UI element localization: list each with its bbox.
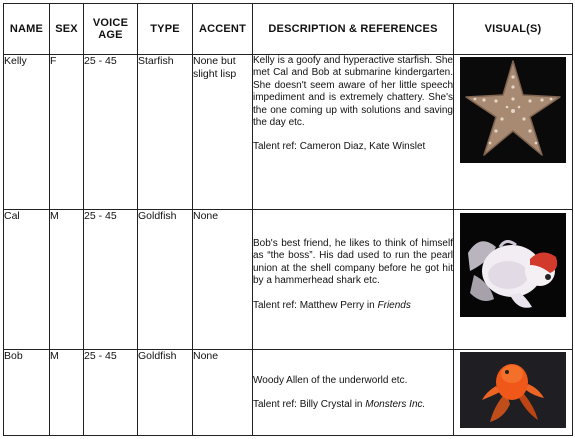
header-sex: SEX [50, 4, 84, 55]
cell-accent: None [193, 210, 253, 350]
header-type: TYPE [138, 4, 193, 55]
header-accent: ACCENT [193, 4, 253, 55]
cell-name: Cal [4, 210, 50, 350]
cell-type: Goldfish [138, 350, 193, 436]
cell-visual [454, 55, 573, 210]
cell-sex: F [50, 55, 84, 210]
header-row [4, 4, 573, 55]
cell-description [253, 55, 454, 210]
description-text: Woody Allen of the underworld etc. [253, 375, 408, 386]
cell-accent: None [193, 350, 253, 436]
talent-ref: Talent ref: Matthew Perry in Friends [253, 299, 411, 311]
cell-name: Bob [4, 350, 50, 436]
character-table [3, 3, 573, 436]
cell-type: Goldfish [138, 210, 193, 350]
cell-sex: M [50, 210, 84, 350]
goldfish-white-image [460, 213, 566, 317]
cell-description [253, 210, 454, 350]
description-text: Kelly is a goofy and hyperactive starfish. She met Cal and Bob at submarine kindergarten. She doesn't seem aware of her little speech impediment and is extremely chattery. She's the one coming up with solutions and saving the day etc. [253, 55, 453, 129]
cell-sex: M [50, 350, 84, 436]
talent-ref-title: Monsters Inc. [365, 399, 426, 411]
talent-ref: Talent ref: Billy Crystal in Monsters Inc. [253, 399, 426, 411]
cell-voice-age: 25 - 45 [84, 210, 138, 350]
talent-ref-title: Friends [377, 299, 411, 311]
cell-visual [454, 210, 573, 350]
cell-name: Kelly [4, 55, 50, 210]
goldfish-orange-image [460, 352, 566, 428]
cell-voice-age: 25 - 45 [84, 350, 138, 436]
header-voice-age: VOICE AGE [84, 4, 138, 55]
cell-description [253, 350, 454, 436]
talent-ref: Talent ref: Cameron Diaz, Kate Winslet [253, 141, 426, 153]
description-text: Bob's best friend, he likes to think of himself as “the boss”. His dad used to run the pearl union at the shell company before he got hit by a hammerhead shark etc. [253, 238, 453, 287]
header-description: DESCRIPTION & REFERENCES [253, 4, 454, 55]
table-row [4, 350, 573, 436]
header-visuals: VISUAL(S) [454, 4, 573, 55]
table-row [4, 210, 573, 350]
table-row [4, 55, 573, 210]
cell-voice-age: 25 - 45 [84, 55, 138, 210]
starfish-image [460, 57, 566, 163]
cell-accent: None but slight lisp [193, 55, 253, 210]
cell-type: Starfish [138, 55, 193, 210]
header-name: NAME [4, 4, 50, 55]
cell-visual [454, 350, 573, 436]
